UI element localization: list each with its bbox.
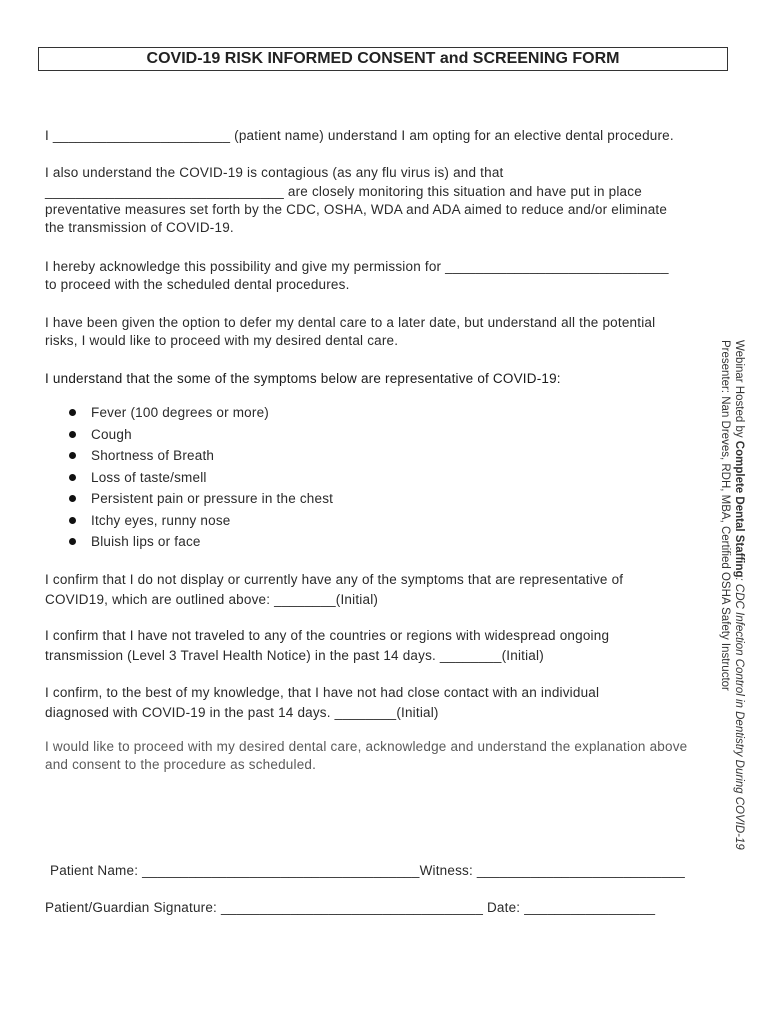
webinar-prefix: Webinar Hosted by — [733, 340, 745, 441]
paragraph-line: I would like to proceed with my desired dental care, acknowledge and understand the explanation above — [45, 739, 688, 754]
symptoms-list — [67, 402, 333, 553]
company-name: Complete Dental Staffing — [733, 440, 745, 578]
paragraph-line: COVID19, which are outlined above: ________(Initial) — [45, 592, 379, 607]
paragraph-line: I confirm, to the best of my knowledge, that I have not had close contact with an individual — [45, 685, 600, 700]
symptoms-intro: I understand that the some of the symptoms below are representative of COVID-19: — [45, 371, 561, 386]
symptom-label: Fever (100 degrees or more) — [91, 405, 269, 420]
paragraph-line: I confirm that I do not display or currently have any of the symptoms that are representative of — [45, 572, 624, 587]
bullet-icon — [69, 431, 76, 438]
list-item — [67, 488, 333, 510]
bullet-icon — [69, 452, 76, 459]
paragraph-line: the transmission of COVID-19. — [45, 220, 234, 235]
symptom-label: Cough — [91, 426, 132, 442]
symptom-label: Bluish lips or face — [91, 534, 201, 549]
paragraph-line: to proceed with the scheduled dental procedures. — [45, 277, 350, 292]
paragraph-line: and consent to the procedure as scheduled. — [45, 757, 317, 772]
webinar-title: : CDC Infection Control in Dentistry During COVID-19 — [733, 577, 745, 850]
bullet-icon — [69, 409, 76, 416]
list-item — [67, 531, 333, 553]
paragraph-line: I hereby acknowledge this possibility and give my permission for _____________________________ — [45, 259, 669, 274]
paragraph-line: preventative measures set forth by the CDC, OSHA, WDA and ADA aimed to reduce and/or eliminate — [45, 202, 668, 217]
patient-understanding-text: I _______________________ (patient name) understand I am opting for an elective dental procedure. — [45, 128, 674, 143]
paragraph-line: risks, I would like to proceed with my desired dental care. — [45, 333, 399, 348]
patient-name-witness-line: Patient Name: ____________________________________Witness: ___________________________ — [50, 863, 686, 878]
symptom-label: Itchy eyes, runny nose — [91, 512, 231, 528]
paragraph-line: I also understand the COVID-19 is contagious (as any flu virus is) and that — [45, 165, 504, 180]
symptom-label: Loss of taste/smell — [91, 469, 207, 485]
symptom-label: Shortness of Breath — [91, 448, 215, 463]
paragraph-line: transmission (Level 3 Travel Health Notice) in the past 14 days. ________(Initial) — [45, 648, 544, 663]
form-title: COVID-19 RISK INFORMED CONSENT and SCREENING FORM — [38, 47, 728, 71]
list-item — [67, 402, 333, 424]
paragraph-line: diagnosed with COVID-19 in the past 14 days. ________(Initial) — [45, 705, 439, 720]
list-item — [67, 445, 333, 467]
paragraph-line: I confirm that I have not traveled to any of the countries or regions with widespread ongoing — [45, 628, 610, 643]
list-item — [67, 510, 333, 532]
list-item — [67, 467, 333, 489]
guardian-signature-date-line: Patient/Guardian Signature: __________________________________ Date: _________________ — [45, 900, 656, 915]
webinar-credit — [732, 340, 746, 850]
presenter-credit: Presenter: Nan Dreves, RDH, MBA, Certified OSHA Safety Instructor — [719, 340, 731, 691]
list-item — [67, 424, 333, 446]
symptom-label: Persistent pain or pressure in the chest — [91, 491, 334, 506]
webinar-sidebar — [718, 340, 746, 850]
paragraph-line: _______________________________ are closely monitoring this situation and have put in place — [45, 184, 642, 199]
paragraph-line: I have been given the option to defer my dental care to a later date, but understand all the potential — [45, 315, 656, 330]
bullet-icon — [69, 474, 76, 481]
bullet-icon — [69, 495, 76, 502]
bullet-icon — [69, 517, 76, 524]
bullet-icon — [69, 538, 76, 545]
